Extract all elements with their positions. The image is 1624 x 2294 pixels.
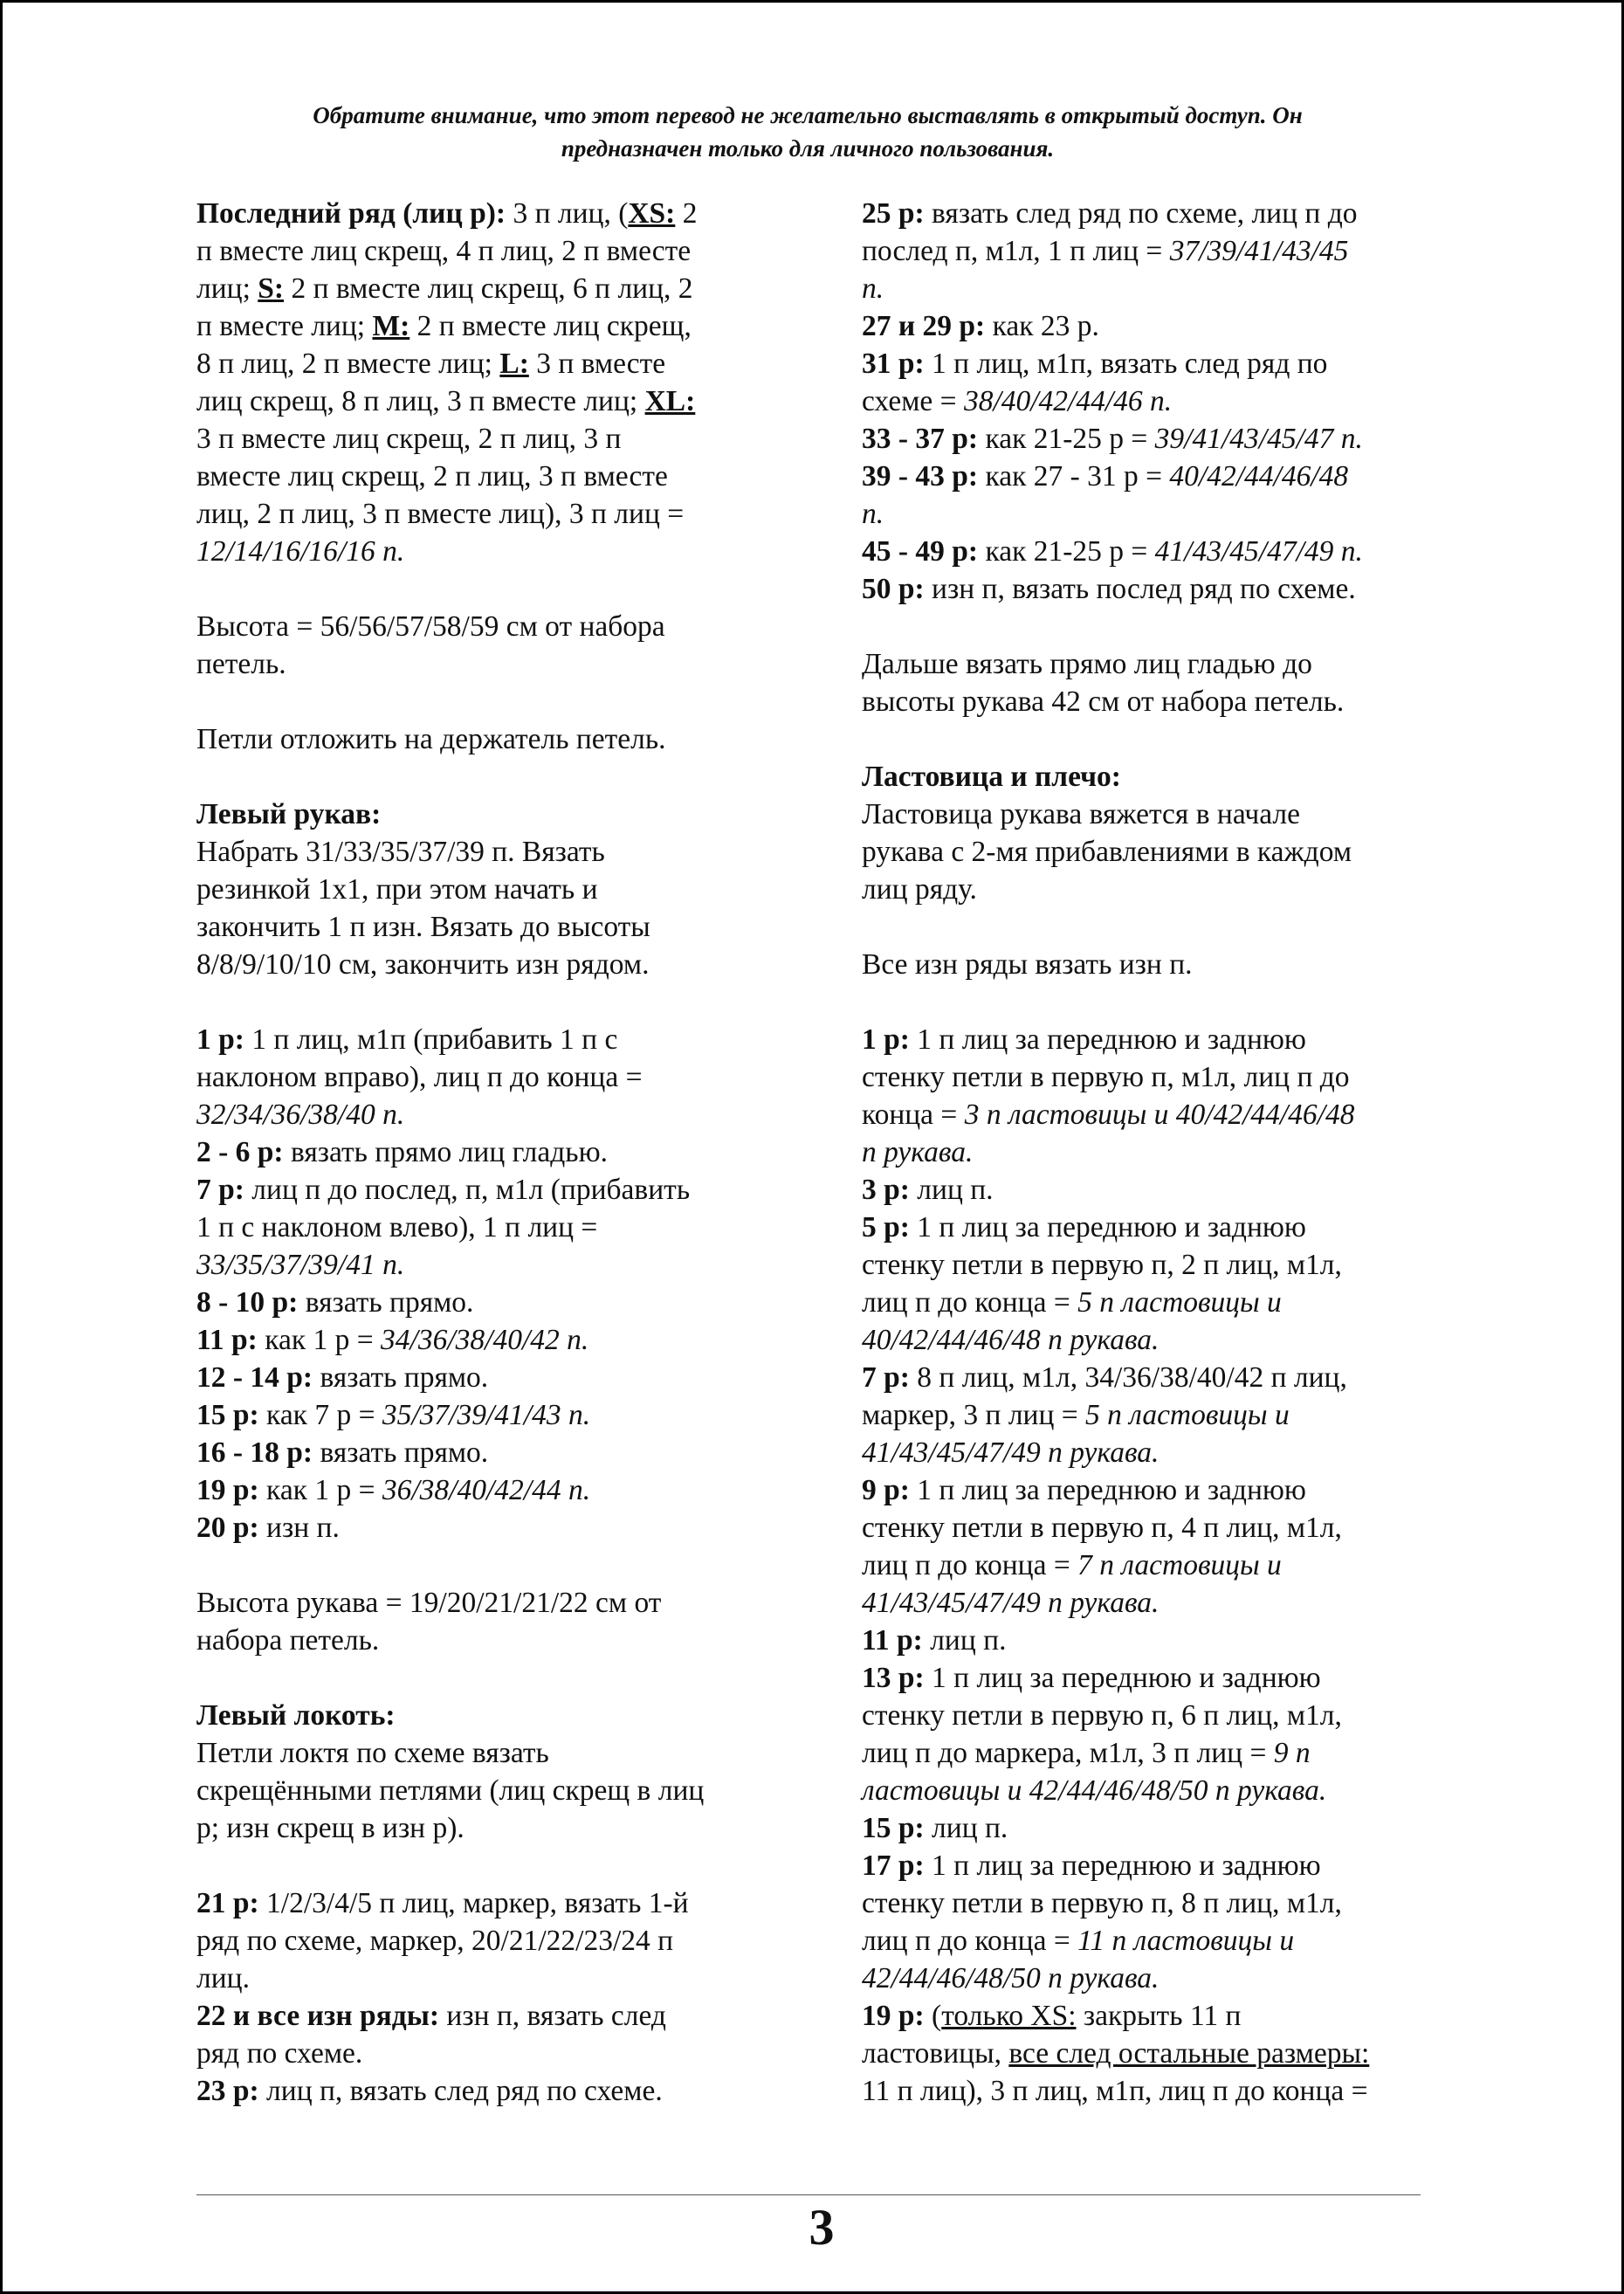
- row-label: 15 р:: [196, 1399, 259, 1431]
- row-label: 19 р:: [196, 1474, 259, 1506]
- text: лиц скрещ, 8 п лиц, 3 п вместе лиц;: [196, 385, 645, 417]
- text: вязать прямо лиц гладью.: [283, 1136, 608, 1168]
- row-instruction: [862, 1434, 1464, 1471]
- text: лиц п до послед, п, м1л (прибавить: [244, 1174, 691, 1206]
- row-instruction: [862, 1209, 1464, 1246]
- last-row-line: [196, 270, 808, 307]
- row-instruction: [862, 345, 1464, 382]
- row-instruction: [862, 1734, 1464, 1772]
- notice-text: [196, 99, 1419, 165]
- footer-divider: [196, 2194, 1421, 2195]
- row-instruction: [862, 495, 1464, 533]
- row-instruction: [196, 1884, 808, 1922]
- row-instruction: [862, 2035, 1464, 2072]
- stitch-count: 12/14/16/16/16 п.: [196, 535, 405, 568]
- text: послед п, м1л, 1 п лиц =: [862, 235, 1170, 267]
- stitch-count: 9 п: [1273, 1737, 1311, 1769]
- row-instruction: [196, 1321, 808, 1359]
- row-instruction: 11 п лиц), 3 п лиц, м1п, лиц п до конца =: [862, 2075, 1368, 2107]
- stitch-count: 35/37/39/41/43 п.: [382, 1399, 591, 1431]
- size-label: XS:: [628, 197, 676, 230]
- stitch-count: 40/42/44/46/48 п рукава.: [862, 1324, 1160, 1356]
- row-instruction: [862, 1359, 1464, 1396]
- spacer: [196, 683, 808, 720]
- row-instruction: [862, 1847, 1464, 1884]
- row-label: 19 р:: [862, 2000, 925, 2032]
- row-label: 2 - 6 р:: [196, 1136, 284, 1168]
- row-label: 9 р:: [862, 1474, 910, 1506]
- stitch-count: 11 п ластовицы и: [1077, 1925, 1295, 1957]
- text: лиц п до конца =: [862, 1286, 1078, 1319]
- spacer: [196, 570, 808, 608]
- left-column: [196, 195, 808, 2110]
- text: 2: [675, 197, 698, 230]
- text: вязать прямо.: [313, 1436, 489, 1469]
- row-instruction: [196, 1133, 808, 1171]
- text: 1 п лиц, м1п (прибавить 1 п с: [244, 1023, 618, 1056]
- row-instruction: [862, 458, 1464, 495]
- row-label: 23 р:: [196, 2075, 259, 2107]
- row-instruction: ряд по схеме.: [196, 2037, 363, 2070]
- text: 3 п вместе: [528, 348, 666, 380]
- row-instruction: [862, 1772, 1464, 1809]
- sleeve-height-line: набора петель.: [196, 1624, 380, 1657]
- text: лиц п.: [924, 1812, 1008, 1844]
- size-label: M:: [372, 310, 410, 342]
- stitch-count: 41/43/45/47/49 п.: [1154, 535, 1363, 568]
- last-row-line: вместе лиц скрещ, 2 п лиц, 3 п вместе: [196, 460, 668, 493]
- text: изн п, вязать след: [439, 2000, 666, 2032]
- text: схеме =: [862, 385, 964, 417]
- text: лиц п.: [922, 1624, 1007, 1657]
- row-instruction: [196, 1434, 808, 1471]
- row-instruction: [196, 1997, 808, 2035]
- row-label: 15 р:: [862, 1812, 925, 1844]
- row-label: 1 р:: [862, 1023, 910, 1056]
- row-instruction: [196, 1246, 808, 1284]
- text: лиц п до маркера, м1л, 3 п лиц =: [862, 1737, 1274, 1769]
- row-instruction: [862, 1171, 1464, 1209]
- row-label: 12 - 14 р:: [196, 1361, 313, 1394]
- row-instruction: [862, 1809, 1464, 1847]
- row-label: 39 - 43 р:: [862, 460, 979, 493]
- text: закрыть 11 п: [1076, 2000, 1242, 2032]
- text: п вместе лиц;: [196, 310, 373, 342]
- notice-line-1: Обратите внимание, что этот перевод не желательно выставлять в открытый доступ. Он: [313, 102, 1303, 128]
- left-elbow-line: Петли локтя по схеме вязать: [196, 1737, 549, 1769]
- row-instruction: [862, 1547, 1464, 1584]
- row-label: 8 - 10 р:: [196, 1286, 299, 1319]
- text: 8 п лиц, 2 п вместе лиц;: [196, 348, 500, 380]
- text: лиц;: [196, 272, 258, 305]
- row-instruction: [862, 1960, 1464, 1997]
- last-row-line: п вместе лиц скрещ, 4 п лиц, 2 п вместе: [196, 235, 692, 267]
- section-heading: [862, 758, 1464, 796]
- spacer: [862, 608, 1464, 645]
- spacer: [196, 1547, 808, 1584]
- page-number: 3: [809, 2199, 835, 2256]
- row-instruction: [862, 1659, 1464, 1697]
- gusset-line: лиц ряду.: [862, 873, 977, 906]
- row-instruction: [196, 1359, 808, 1396]
- row-instruction: лиц.: [196, 1962, 250, 1994]
- row-instruction: [862, 1321, 1464, 1359]
- row-instruction: [862, 195, 1464, 232]
- row-instruction: [862, 307, 1464, 345]
- text: 2 п вместе лиц скрещ,: [409, 310, 692, 342]
- purl-rows-text: Все изн ряды вязать изн п.: [862, 948, 1193, 981]
- row-instruction: [196, 1171, 808, 1209]
- row-instruction: [862, 382, 1464, 420]
- text: 1 п лиц за переднюю и заднюю: [924, 1662, 1321, 1694]
- text: 1 п лиц за переднюю и заднюю: [909, 1023, 1306, 1056]
- text: вязать прямо.: [298, 1286, 474, 1319]
- last-row-line: [196, 345, 808, 382]
- text: как 7 р =: [258, 1399, 382, 1431]
- stitch-count: 38/40/42/44/46 п.: [963, 385, 1173, 417]
- row-instruction: ряд по схеме, маркер, 20/21/22/23/24 п: [196, 1925, 674, 1957]
- row-label: 11 р:: [862, 1624, 923, 1657]
- row-instruction: [862, 1021, 1464, 1058]
- text: как 1 р =: [258, 1474, 382, 1506]
- text: как 27 - 31 р =: [978, 460, 1170, 493]
- continue-line: Дальше вязать прямо лиц гладью до: [862, 648, 1312, 680]
- text: лиц п, вязать след ряд по схеме.: [258, 2075, 663, 2107]
- text: лиц п.: [909, 1174, 994, 1206]
- text: 1 п лиц, м1п, вязать след ряд по: [924, 348, 1328, 380]
- text: изн п, вязать послед ряд по схеме.: [924, 573, 1356, 605]
- stitch-count: п.: [862, 498, 884, 530]
- row-label: 7 р:: [196, 1174, 244, 1206]
- row-label: Последний ряд (лиц р):: [196, 197, 506, 230]
- row-instruction: [862, 570, 1464, 608]
- text: 1 п лиц за переднюю и заднюю: [924, 1850, 1321, 1882]
- size-note: все след остальные размеры:: [1008, 2037, 1370, 2070]
- spacer: [862, 983, 1464, 1021]
- notice-line-2: предназначен только для личного пользования.: [561, 135, 1055, 162]
- row-label: 5 р:: [862, 1211, 910, 1243]
- row-instruction: стенку петли в первую п, м1л, лиц п до: [862, 1061, 1350, 1093]
- size-note: только XS:: [941, 2000, 1077, 2032]
- row-instruction: [862, 1396, 1464, 1434]
- row-instruction: [862, 232, 1464, 270]
- stitch-count: п.: [862, 272, 884, 305]
- row-label: 11 р:: [196, 1324, 258, 1356]
- stitch-holder-text: Петли отложить на держатель петель.: [196, 723, 666, 755]
- continue-line: высоты рукава 42 см от набора петель.: [862, 685, 1345, 718]
- left-sleeve-line: Набрать 31/33/35/37/39 п. Вязать: [196, 836, 605, 868]
- stitch-count: 41/43/45/47/49 п рукава.: [862, 1436, 1160, 1469]
- row-label: 50 р:: [862, 573, 925, 605]
- spacer: [196, 758, 808, 796]
- stitch-count: 5 п ластовицы и: [1085, 1399, 1290, 1431]
- stitch-count: 5 п ластовицы и: [1077, 1286, 1282, 1319]
- row-instruction: [196, 1396, 808, 1434]
- size-label: L:: [499, 348, 529, 380]
- text: лиц п до конца =: [862, 1549, 1078, 1581]
- row-instruction: [196, 1021, 808, 1058]
- stitch-count: 40/42/44/46/48: [1169, 460, 1349, 493]
- left-elbow-line: р; изн скрещ в изн р).: [196, 1812, 464, 1844]
- row-instruction: [862, 533, 1464, 570]
- row-label: 16 - 18 р:: [196, 1436, 313, 1469]
- row-instruction: [196, 2072, 808, 2110]
- text: 1/2/3/4/5 п лиц, маркер, вязать 1-й: [258, 1887, 689, 1919]
- row-label: 27 и 29 р:: [862, 310, 986, 342]
- text: изн п.: [258, 1512, 340, 1544]
- left-elbow-heading: Левый локоть:: [196, 1699, 396, 1732]
- row-instruction: [196, 1284, 808, 1321]
- row-instruction: [862, 1096, 1464, 1133]
- row-label: 22 и все изн ряды:: [196, 2000, 440, 2032]
- row-instruction: [862, 1133, 1464, 1171]
- stitch-count: 41/43/45/47/49 п рукава.: [862, 1587, 1160, 1619]
- row-instruction: [862, 1471, 1464, 1509]
- text: вязать след ряд по схеме, лиц п до: [924, 197, 1358, 230]
- row-label: 33 - 37 р:: [862, 423, 979, 455]
- row-label: 21 р:: [196, 1887, 259, 1919]
- text: ластовицы,: [862, 2037, 1009, 2070]
- last-row-line: [196, 533, 808, 570]
- text: как 21-25 р =: [978, 423, 1155, 455]
- text: 1 п лиц за переднюю и заднюю: [909, 1211, 1306, 1243]
- gusset-line: Ластовица рукава вяжется в начале: [862, 798, 1300, 830]
- row-instruction: [862, 420, 1464, 458]
- spacer: [196, 983, 808, 1021]
- last-row-line: [196, 307, 808, 345]
- gusset-heading: Ластовица и плечо:: [862, 761, 1121, 793]
- row-label: 7 р:: [862, 1361, 910, 1394]
- text: 1 п лиц за переднюю и заднюю: [909, 1474, 1306, 1506]
- spacer: [862, 720, 1464, 758]
- stitch-count: 36/38/40/42/44 п.: [382, 1474, 591, 1506]
- text: как 1 р =: [257, 1324, 382, 1356]
- row-instruction: [862, 1284, 1464, 1321]
- row-instruction: стенку петли в первую п, 2 п лиц, м1л,: [862, 1249, 1342, 1281]
- text: маркер, 3 п лиц =: [862, 1399, 1086, 1431]
- row-label: 20 р:: [196, 1512, 259, 1544]
- left-sleeve-heading: Левый рукав:: [196, 798, 382, 830]
- row-label: 13 р:: [862, 1662, 925, 1694]
- row-instruction: [862, 270, 1464, 307]
- text: 2 п вместе лиц скрещ, 6 п лиц, 2: [284, 272, 693, 305]
- body-height-line: Высота = 56/56/57/58/59 см от набора: [196, 610, 665, 643]
- stitch-count: 37/39/41/43/45: [1169, 235, 1349, 267]
- row-instruction: наклоном вправо), лиц п до конца =: [196, 1061, 643, 1093]
- stitch-count: 32/34/36/38/40 п.: [196, 1099, 405, 1131]
- row-instruction: [862, 1997, 1464, 2035]
- row-instruction: [862, 1584, 1464, 1622]
- stitch-count: 39/41/43/45/47 п.: [1154, 423, 1363, 455]
- stitch-count: 33/35/37/39/41 п.: [196, 1249, 405, 1281]
- stitch-count: 34/36/38/40/42 п.: [381, 1324, 589, 1356]
- row-label: 31 р:: [862, 348, 925, 380]
- row-instruction: [196, 1509, 808, 1547]
- left-sleeve-line: закончить 1 п изн. Вязать до высоты: [196, 911, 650, 943]
- row-label: 17 р:: [862, 1850, 925, 1882]
- last-row-line: [196, 195, 808, 232]
- row-instruction: [196, 1471, 808, 1509]
- text: лиц п до конца =: [862, 1925, 1078, 1957]
- spacer: [196, 1847, 808, 1884]
- text: конца =: [862, 1099, 965, 1131]
- left-elbow-line: скрещёнными петлями (лиц скрещ в лиц: [196, 1774, 705, 1807]
- row-label: 45 - 49 р:: [862, 535, 979, 568]
- section-heading: [196, 1697, 808, 1734]
- size-label: S:: [258, 272, 285, 305]
- text: вязать прямо.: [313, 1361, 489, 1394]
- row-instruction: стенку петли в первую п, 8 п лиц, м1л,: [862, 1887, 1342, 1919]
- stitch-count: п рукава.: [862, 1136, 974, 1168]
- last-row-line: 3 п вместе лиц скрещ, 2 п лиц, 3 п: [196, 423, 622, 455]
- stitch-count: 7 п ластовицы и: [1077, 1549, 1282, 1581]
- left-sleeve-line: резинкой 1x1, при этом начать и: [196, 873, 598, 906]
- text: как 23 р.: [985, 310, 1099, 342]
- stitch-count: ластовицы и 42/44/46/48/50 п рукава.: [862, 1774, 1327, 1807]
- last-row-line: [196, 382, 808, 420]
- stitch-count: 42/44/46/48/50 п рукава.: [862, 1962, 1160, 1994]
- left-sleeve-line: 8/8/9/10/10 см, закончить изн рядом.: [196, 948, 650, 981]
- row-instruction: стенку петли в первую п, 6 п лиц, м1л,: [862, 1699, 1342, 1732]
- row-instruction: 1 п с наклоном влево), 1 п лиц =: [196, 1211, 598, 1243]
- last-row-line: лиц, 2 п лиц, 3 п вместе лиц), 3 п лиц =: [196, 498, 685, 530]
- row-instruction: стенку петли в первую п, 4 п лиц, м1л,: [862, 1512, 1342, 1544]
- row-label: 3 р:: [862, 1174, 910, 1206]
- size-label: XL:: [644, 385, 696, 417]
- row-instruction: [862, 1622, 1464, 1659]
- spacer: [862, 908, 1464, 946]
- text: (: [924, 2000, 942, 2032]
- text: 3 п лиц, (: [506, 197, 629, 230]
- sleeve-height-line: Высота рукава = 19/20/21/21/22 см от: [196, 1587, 662, 1619]
- right-column: [862, 195, 1464, 2110]
- row-instruction: [862, 1922, 1464, 1960]
- text: 8 п лиц, м1л, 34/36/38/40/42 п лиц,: [909, 1361, 1347, 1394]
- body-height-line: петель.: [196, 648, 286, 680]
- row-label: 1 р:: [196, 1023, 244, 1056]
- section-heading: [196, 796, 808, 833]
- text: как 21-25 р =: [978, 535, 1155, 568]
- spacer: [196, 1659, 808, 1697]
- stitch-count: 3 п ластовицы и 40/42/44/46/48: [964, 1099, 1355, 1131]
- gusset-line: рукава с 2-мя прибавлениями в каждом: [862, 836, 1352, 868]
- row-label: 25 р:: [862, 197, 925, 230]
- row-instruction: [196, 1096, 808, 1133]
